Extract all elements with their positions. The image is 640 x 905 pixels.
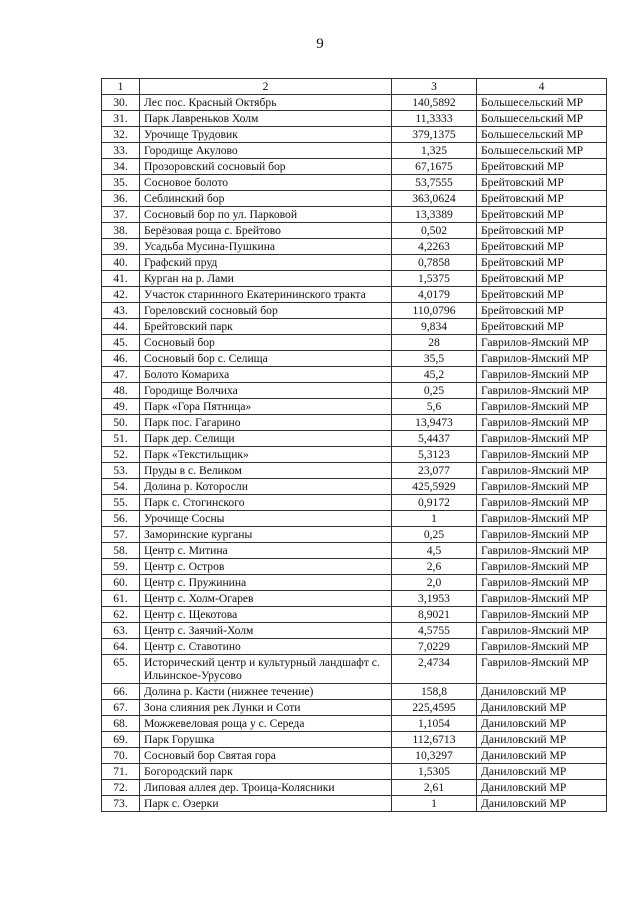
district: Брейтовский МР [477,287,607,303]
row-number: 38. [102,223,140,239]
row-number: 35. [102,175,140,191]
table-row [102,700,607,716]
area-name: Центр с. Ставотино [140,639,392,655]
area-size: 10,3297 [392,748,477,764]
row-number: 34. [102,159,140,175]
district: Даниловский МР [477,700,607,716]
area-name: Центр с. Щекотова [140,607,392,623]
area-name: Брейтовский парк [140,319,392,335]
area-name: Курган на р. Лами [140,271,392,287]
table-row [102,764,607,780]
district: Гаврилов-Ямский МР [477,655,607,684]
district: Брейтовский МР [477,175,607,191]
district: Даниловский МР [477,732,607,748]
table-header-row [102,79,607,95]
row-number: 54. [102,479,140,495]
area-name: Городище Волчиха [140,383,392,399]
area-size: 1,325 [392,143,477,159]
district: Гаврилов-Ямский МР [477,383,607,399]
protected-areas-table [101,78,607,812]
district: Брейтовский МР [477,223,607,239]
table-row [102,111,607,127]
district: Гаврилов-Ямский МР [477,607,607,623]
row-number: 50. [102,415,140,431]
row-number: 31. [102,111,140,127]
district: Большесельский МР [477,127,607,143]
row-number: 42. [102,287,140,303]
header-col-4: 4 [477,79,607,95]
district: Гаврилов-Ямский МР [477,639,607,655]
table-row [102,287,607,303]
row-number: 49. [102,399,140,415]
district: Гаврилов-Ямский МР [477,479,607,495]
area-size: 11,3333 [392,111,477,127]
row-number: 73. [102,796,140,812]
table-row [102,319,607,335]
table-row [102,271,607,287]
table-row [102,383,607,399]
area-size: 28 [392,335,477,351]
district: Гаврилов-Ямский МР [477,575,607,591]
row-number: 58. [102,543,140,559]
table-row [102,415,607,431]
row-number: 47. [102,367,140,383]
area-name: Исторический центр и культурный ландшафт с. Ильинское-Урусово [140,655,392,684]
district: Гаврилов-Ямский МР [477,495,607,511]
district: Даниловский МР [477,748,607,764]
area-size: 363,0624 [392,191,477,207]
area-name: Центр с. Митина [140,543,392,559]
area-size: 112,6713 [392,732,477,748]
district: Большесельский МР [477,95,607,111]
area-name: Центр с. Холм-Огарев [140,591,392,607]
table-row [102,159,607,175]
area-name: Парк с. Озерки [140,796,392,812]
header-col-1: 1 [102,79,140,95]
area-name: Урочище Сосны [140,511,392,527]
area-size: 5,6 [392,399,477,415]
table-row [102,575,607,591]
district: Брейтовский МР [477,303,607,319]
area-name: Центр с. Остров [140,559,392,575]
area-name: Заморинские курганы [140,527,392,543]
district: Брейтовский МР [477,207,607,223]
table-row [102,479,607,495]
table-row [102,239,607,255]
area-size: 2,4734 [392,655,477,684]
district: Гаврилов-Ямский МР [477,415,607,431]
area-size: 1 [392,796,477,812]
district: Большесельский МР [477,143,607,159]
row-number: 45. [102,335,140,351]
area-size: 4,5 [392,543,477,559]
row-number: 70. [102,748,140,764]
area-name: Центр с. Пружинина [140,575,392,591]
table-row [102,748,607,764]
table-row [102,780,607,796]
area-name: Сосновый бор с. Селища [140,351,392,367]
district: Гаврилов-Ямский МР [477,623,607,639]
area-size: 0,25 [392,383,477,399]
area-name: Себлинский бор [140,191,392,207]
header-col-2: 2 [140,79,392,95]
row-number: 62. [102,607,140,623]
area-size: 7,0229 [392,639,477,655]
table-row [102,143,607,159]
table-row [102,175,607,191]
district: Брейтовский МР [477,255,607,271]
row-number: 66. [102,684,140,700]
table-row [102,223,607,239]
district: Гаврилов-Ямский МР [477,527,607,543]
table-row [102,95,607,111]
district: Брейтовский МР [477,239,607,255]
row-number: 46. [102,351,140,367]
row-number: 60. [102,575,140,591]
district: Гаврилов-Ямский МР [477,511,607,527]
row-number: 57. [102,527,140,543]
area-size: 2,0 [392,575,477,591]
table-row [102,527,607,543]
area-size: 425,5929 [392,479,477,495]
district: Большесельский МР [477,111,607,127]
area-size: 1,1054 [392,716,477,732]
area-size: 13,9473 [392,415,477,431]
area-name: Парк пос. Гагарино [140,415,392,431]
district: Гаврилов-Ямский МР [477,399,607,415]
area-size: 0,25 [392,527,477,543]
table-row [102,303,607,319]
row-number: 67. [102,700,140,716]
area-name: Сосновый бор по ул. Парковой [140,207,392,223]
district: Гаврилов-Ямский МР [477,559,607,575]
row-number: 64. [102,639,140,655]
table-row [102,255,607,271]
area-size: 2,6 [392,559,477,575]
row-number: 53. [102,463,140,479]
row-number: 39. [102,239,140,255]
area-size: 0,7858 [392,255,477,271]
row-number: 40. [102,255,140,271]
area-size: 379,1375 [392,127,477,143]
table-row [102,463,607,479]
area-size: 4,2263 [392,239,477,255]
table-row [102,367,607,383]
area-size: 3,1953 [392,591,477,607]
table-row [102,447,607,463]
row-number: 55. [102,495,140,511]
row-number: 51. [102,431,140,447]
area-name: Можжевеловая роща у с. Середа [140,716,392,732]
area-size: 23,077 [392,463,477,479]
area-size: 8,9021 [392,607,477,623]
table-row [102,351,607,367]
row-number: 56. [102,511,140,527]
district: Даниловский МР [477,716,607,732]
area-name: Сосновый бор Святая гора [140,748,392,764]
district: Гаврилов-Ямский МР [477,463,607,479]
area-name: Прозоровский сосновый бор [140,159,392,175]
row-number: 44. [102,319,140,335]
page-number: 9 [316,36,324,52]
area-name: Лес пос. Красный Октябрь [140,95,392,111]
table-row [102,207,607,223]
area-name: Парк с. Стогинского [140,495,392,511]
table-row [102,639,607,655]
area-name: Урочище Трудовик [140,127,392,143]
table-row [102,607,607,623]
area-size: 1 [392,511,477,527]
district: Гаврилов-Ямский МР [477,335,607,351]
area-name: Сосновое болото [140,175,392,191]
table-row [102,543,607,559]
area-size: 5,3123 [392,447,477,463]
row-number: 32. [102,127,140,143]
area-name: Участок старинного Екатерининского тракта [140,287,392,303]
district: Брейтовский МР [477,271,607,287]
table-row [102,796,607,812]
area-size: 1,5375 [392,271,477,287]
table-row [102,716,607,732]
district: Даниловский МР [477,796,607,812]
table-row [102,127,607,143]
table-row [102,495,607,511]
table-row [102,732,607,748]
row-number: 36. [102,191,140,207]
district: Брейтовский МР [477,319,607,335]
area-name: Центр с. Заячий-Холм [140,623,392,639]
district: Гаврилов-Ямский МР [477,591,607,607]
table-row [102,511,607,527]
area-name: Зона слияния рек Лунки и Соти [140,700,392,716]
area-size: 2,61 [392,780,477,796]
row-number: 43. [102,303,140,319]
district: Гаврилов-Ямский МР [477,447,607,463]
district: Даниловский МР [477,764,607,780]
row-number: 65. [102,655,140,684]
district: Даниловский МР [477,684,607,700]
area-size: 4,5755 [392,623,477,639]
area-name: Парк «Гора Пятница» [140,399,392,415]
row-number: 48. [102,383,140,399]
row-number: 71. [102,764,140,780]
row-number: 37. [102,207,140,223]
area-name: Парк дер. Селищи [140,431,392,447]
area-name: Графский пруд [140,255,392,271]
area-name: Болото Комариха [140,367,392,383]
row-number: 69. [102,732,140,748]
district: Гаврилов-Ямский МР [477,367,607,383]
area-size: 53,7555 [392,175,477,191]
table-row [102,399,607,415]
district: Даниловский МР [477,780,607,796]
table-row [102,655,607,684]
row-number: 33. [102,143,140,159]
district: Гаврилов-Ямский МР [477,351,607,367]
table-row [102,431,607,447]
area-size: 140,5892 [392,95,477,111]
area-size: 0,502 [392,223,477,239]
area-size: 35,5 [392,351,477,367]
area-size: 158,8 [392,684,477,700]
district: Гаврилов-Ямский МР [477,543,607,559]
area-name: Парк Горушка [140,732,392,748]
area-name: Пруды в с. Великом [140,463,392,479]
row-number: 68. [102,716,140,732]
area-name: Богородский парк [140,764,392,780]
area-name: Липовая аллея дер. Троица-Колясники [140,780,392,796]
area-size: 5,4437 [392,431,477,447]
row-number: 59. [102,559,140,575]
area-name: Гореловский сосновый бор [140,303,392,319]
area-name: Сосновый бор [140,335,392,351]
area-size: 13,3389 [392,207,477,223]
table-row [102,623,607,639]
area-name: Парк «Текстильщик» [140,447,392,463]
row-number: 30. [102,95,140,111]
area-size: 9,834 [392,319,477,335]
district: Гаврилов-Ямский МР [477,431,607,447]
area-size: 1,5305 [392,764,477,780]
area-size: 225,4595 [392,700,477,716]
area-size: 45,2 [392,367,477,383]
district: Брейтовский МР [477,159,607,175]
area-size: 67,1675 [392,159,477,175]
area-name: Парк Лавреньков Холм [140,111,392,127]
table-row [102,559,607,575]
table-row [102,684,607,700]
area-name: Берёзовая роща с. Брейтово [140,223,392,239]
row-number: 52. [102,447,140,463]
table-row [102,191,607,207]
table-row [102,591,607,607]
area-name: Усадьба Мусина-Пушкина [140,239,392,255]
table-row [102,335,607,351]
header-col-3: 3 [392,79,477,95]
row-number: 41. [102,271,140,287]
area-size: 4,0179 [392,287,477,303]
area-size: 110,0796 [392,303,477,319]
area-name: Городище Акулово [140,143,392,159]
row-number: 72. [102,780,140,796]
area-size: 0,9172 [392,495,477,511]
row-number: 61. [102,591,140,607]
district: Брейтовский МР [477,191,607,207]
row-number: 63. [102,623,140,639]
area-name: Долина р. Касти (нижнее течение) [140,684,392,700]
area-name: Долина р. Которосли [140,479,392,495]
